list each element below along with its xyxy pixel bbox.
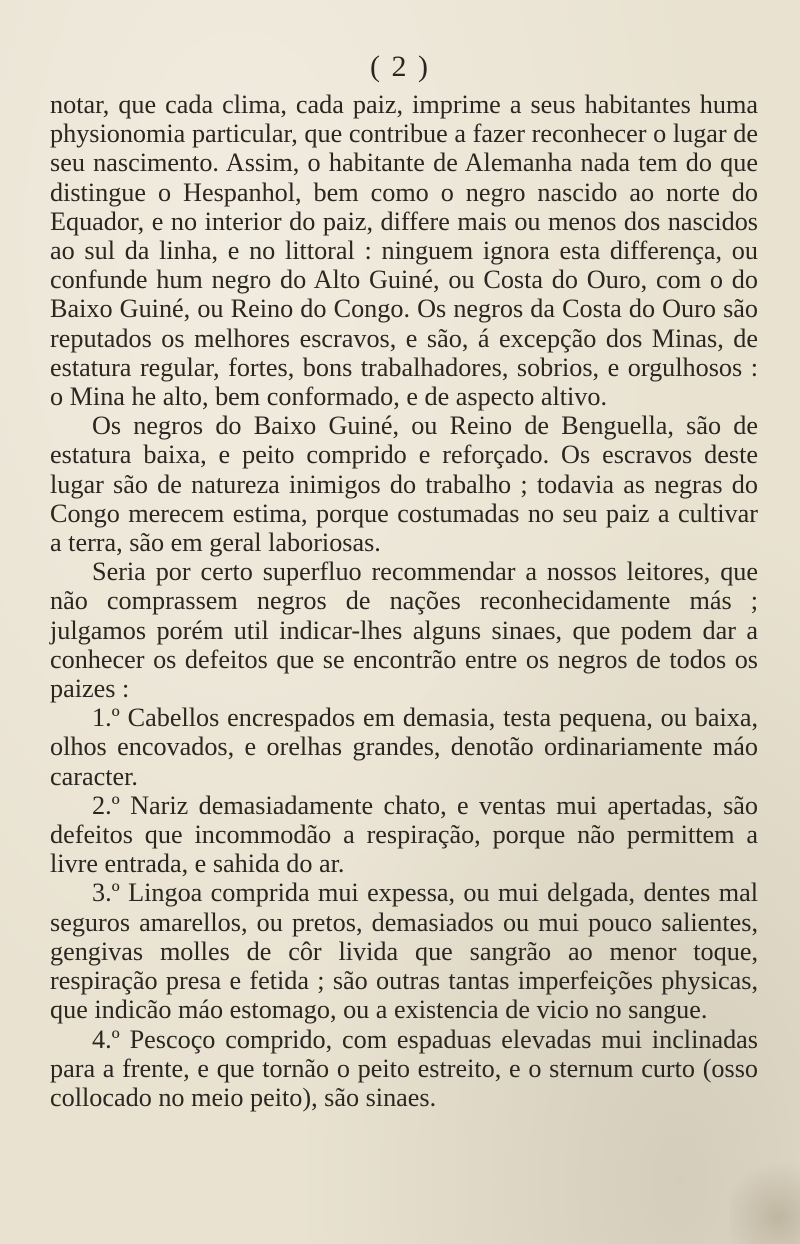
paragraph-3: Seria por certo superfluo recommendar a nossos leitores, que não comprassem negros de nações reconhecidamente más ; julgamos porém util indicar-lhes alguns sinaes, que podem dar a conhecer os defeitos que se encontrão entre os negros de todos os paizes : <box>50 557 758 704</box>
paragraph-7: 4.º Pescoço comprido, com espaduas elevadas mui inclinadas para a frente, e que tornão o peito estreito, e o sternum curto (osso collocado no meio peito), são sinaes. <box>50 1024 758 1112</box>
paragraph-6: 3.º Lingoa comprida mui expessa, ou mui delgada, dentes mal seguros amarellos, ou pretos, demasiados ou mui pouco salientes, gengivas molles de côr livida que sangrão ao menor toque, respiração presa e fetida ; são outras tantas imperfeições physicas, que indicão máo estomago, ou a existencia de vicio no sangue. <box>50 878 758 1025</box>
paragraph-5: 2.º Nariz demasiadamente chato, e ventas mui apertadas, são defeitos que incommodão a respiração, porque não permittem a livre entrada, e sahida do ar. <box>50 790 758 879</box>
page-body <box>50 90 758 1112</box>
paragraph-1: notar, que cada clima, cada paiz, imprime a seus habitantes huma physionomia particular, que contribue a fazer reconhecer o lugar de seu nascimento. Assim, o habitante de Alemanha nada tem do que distingue o Hespanhol, bem como o negro nascido ao norte do Equador, e no interior do paiz, differe mais ou menos dos nascidos ao sul da linha, e no littoral : ninguem ignora esta differença, ou confunde hum negro do Alto Guiné, ou Costa do Ouro, com o do Baixo Guiné, ou Reino do Congo. Os negros da Costa do Ouro são reputados os melhores escravos, e são, á excepção dos Minas, de estatura regular, fortes, bons trabalhadores, sobrios, e orgulhosos : o Mina he alto, bem conformado, e de aspecto altivo. <box>50 90 758 412</box>
paragraph-2: Os negros do Baixo Guiné, ou Reino de Benguella, são de estatura baixa, e peito comprido e reforçado. Os escravos deste lugar são de natureza inimigos do trabalho ; todavia as negras do Congo merecem estima, porque costumadas no seu paiz a cultivar a terra, são em geral laboriosas. <box>50 411 758 558</box>
paragraph-4: 1.º Cabellos encrespados em demasia, testa pequena, ou baixa, olhos encovados, e orelhas grandes, denotão ordinariamente máo caracter. <box>50 703 758 791</box>
paper-stain <box>730 1154 800 1244</box>
page-number: ( 2 ) <box>370 50 430 83</box>
